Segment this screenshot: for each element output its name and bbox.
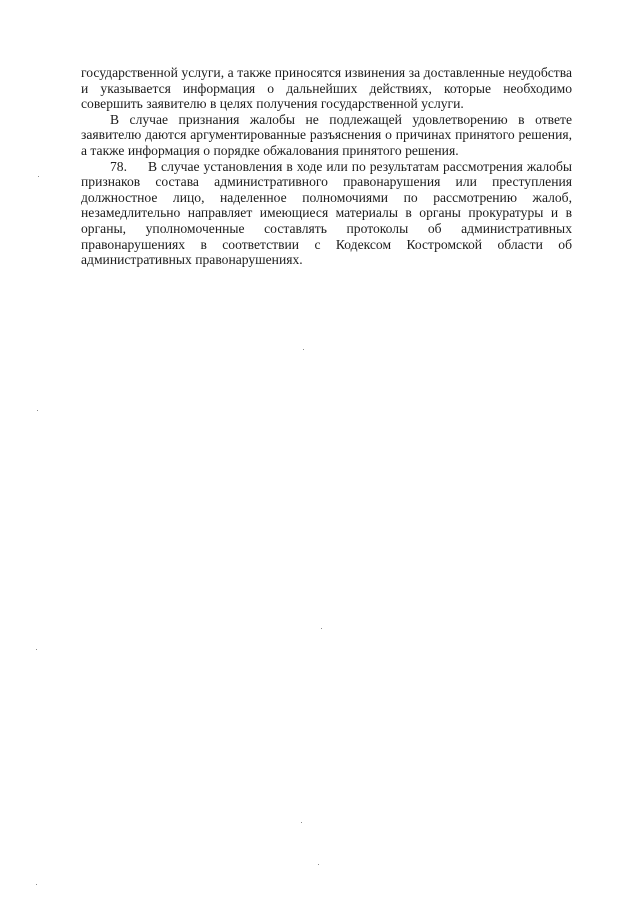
document-body	[81, 65, 572, 268]
scan-speck	[36, 649, 37, 650]
scan-speck	[321, 628, 322, 629]
scan-speck	[37, 410, 38, 411]
scan-speck	[301, 822, 302, 823]
item-number: 78.	[110, 158, 127, 174]
paragraph-complaint-rejected: В случае признания жалобы не подлежащей удовлетворению в ответе заявителю даются аргументированные разъяснения о причинах принятого решения, а также информация о порядке обжалования принятого решения.	[81, 111, 572, 158]
scan-speck	[303, 349, 304, 350]
paragraph-78-text: В случае установления в ходе или по результатам рассмотрения жалобы признаков состава административного правонарушения или преступления должностное лицо, наделенное полномочиями по рассмотрению жалоб, незамедлительно направляет имеющиеся материалы в органы прокуратуры и в органы, уполномоченные составлять протоколы об административных правонарушениях в соответствии с Кодексом Костромской области об административных правонарушениях.	[81, 158, 572, 268]
scan-speck	[318, 864, 319, 865]
paragraph-78	[81, 159, 572, 268]
paragraph-continuation: государственной услуги, а также приносятся извинения за доставленные неудобства и указывается информация о дальнейших действиях, которые необходимо совершить заявителю в целях получения государственной услуги.	[81, 65, 572, 112]
scan-speck	[38, 176, 39, 177]
scan-speck	[36, 884, 37, 885]
